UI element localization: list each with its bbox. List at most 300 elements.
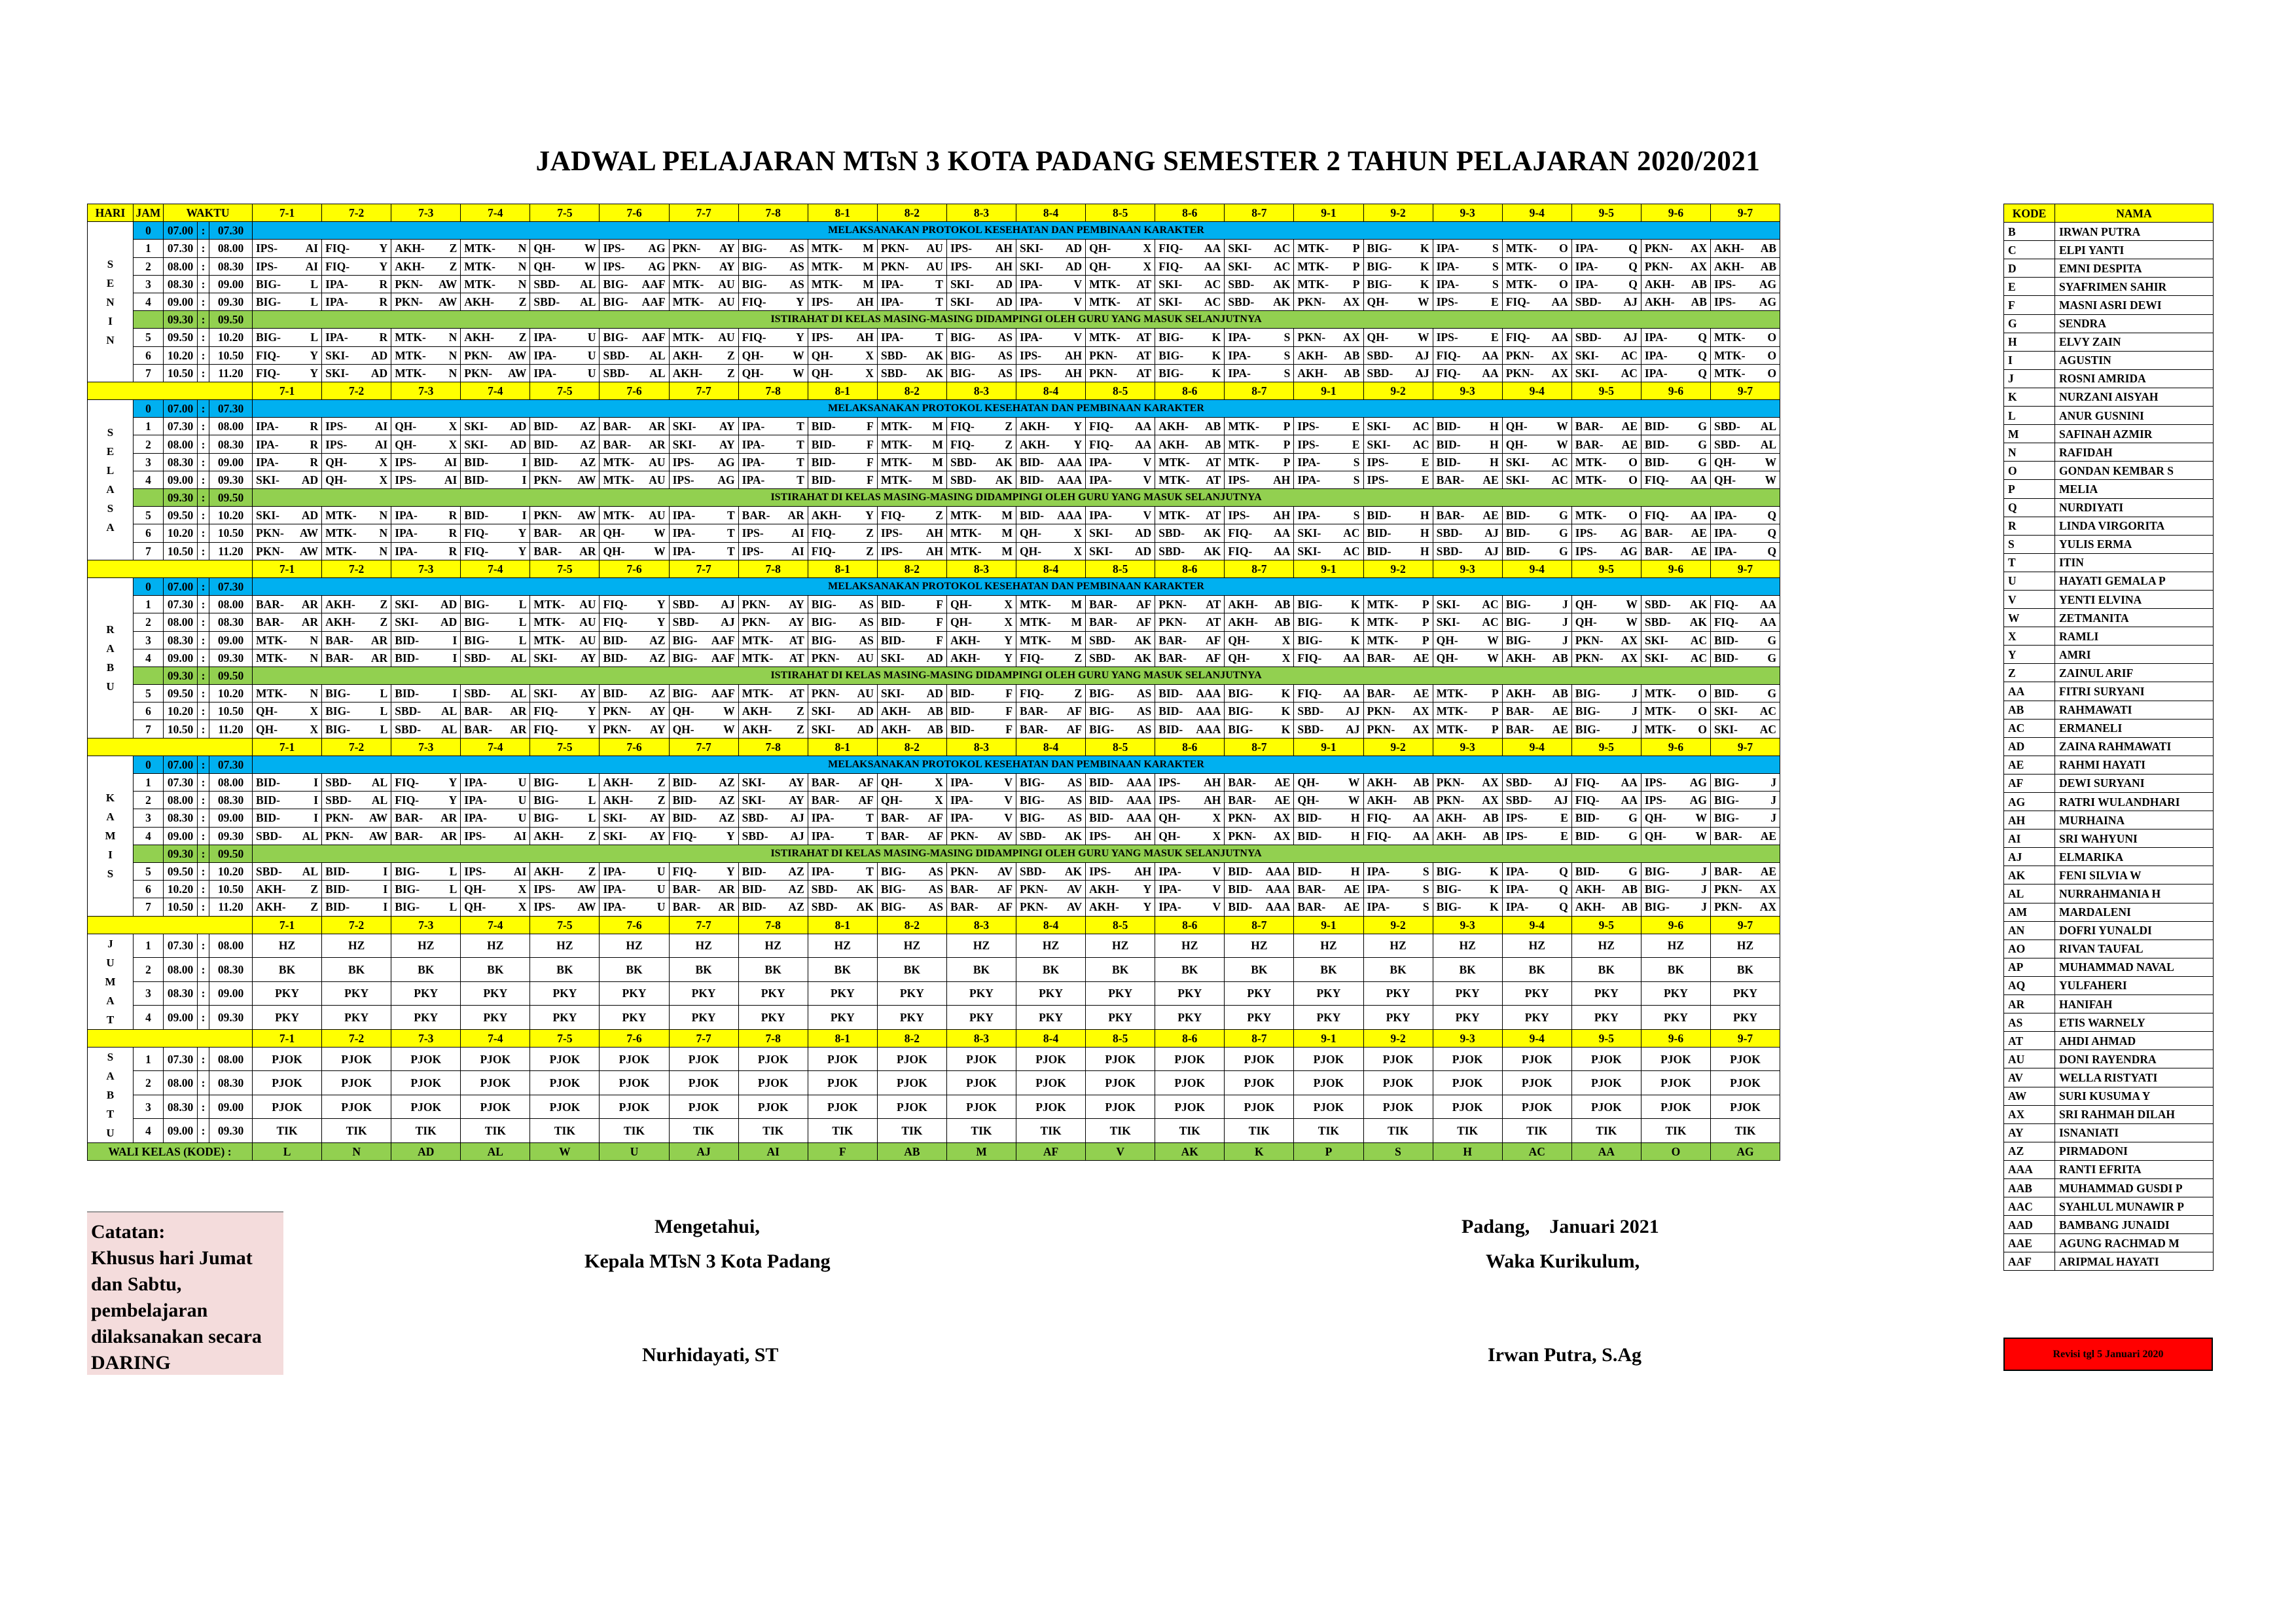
- teacher-code: AAF: [641, 277, 666, 291]
- teacher-code: AA: [1134, 437, 1152, 451]
- schedule-cell: [738, 364, 808, 382]
- subject-code: MTK-: [1436, 704, 1468, 718]
- day-letter: S: [107, 426, 114, 439]
- subject-code: BID-: [533, 437, 558, 451]
- teacher-code: Z: [1074, 651, 1083, 665]
- teacher-code: AS: [789, 242, 804, 255]
- roster-kode: D: [2004, 259, 2055, 278]
- subject-code: QH-: [950, 615, 972, 629]
- time-end: 09.30: [209, 1119, 253, 1143]
- schedule-cell: [391, 329, 461, 346]
- time-end: 09.30: [209, 1006, 253, 1030]
- teacher-code: AAA: [1265, 883, 1291, 896]
- subject-code: BIG-: [395, 865, 420, 879]
- signature-right-role: Waka Kurikulum,: [1486, 1250, 1640, 1272]
- roster-row: [2004, 572, 2214, 590]
- subject-code: BIG-: [1228, 687, 1253, 701]
- schedule-cell: PJOK: [530, 1095, 600, 1119]
- schedule-cell: [391, 881, 461, 898]
- subject-code: BAR-: [395, 829, 423, 843]
- subject-code: MTK-: [880, 420, 912, 433]
- subject-code: BIG-: [256, 295, 281, 309]
- schedule-cell: PKY: [1641, 1006, 1710, 1030]
- schedule-cell: [461, 257, 530, 275]
- teacher-code: AH: [995, 242, 1013, 255]
- schedule-cell: [1502, 524, 1571, 542]
- schedule-cell: [1363, 240, 1433, 257]
- roster-row: [2004, 774, 2214, 792]
- schedule-row: [88, 329, 1780, 346]
- schedule-cell: [1155, 471, 1225, 488]
- subject-code: BID-: [256, 776, 280, 790]
- schedule-cell: [530, 329, 600, 346]
- subject-code: BIG-: [1089, 687, 1115, 701]
- teacher-code: AR: [301, 598, 319, 611]
- subject-code: BAR-: [950, 883, 978, 896]
- jam-cell: 1: [134, 596, 164, 613]
- time-start: 07.30: [164, 240, 198, 257]
- subject-code: MTK-: [533, 615, 565, 629]
- schedule-cell: [530, 809, 600, 827]
- teacher-code: T: [866, 829, 874, 843]
- subject-code: SKI-: [1020, 259, 1044, 273]
- schedule-row: [88, 1047, 1780, 1071]
- jam-cell: 7: [134, 898, 164, 916]
- protocol-row: [88, 400, 1780, 418]
- subject-code: IPA-: [742, 437, 765, 451]
- subject-code: BIG-: [672, 633, 698, 647]
- subject-code: FIQ-: [1158, 259, 1183, 273]
- roster-kode: AAF: [2004, 1252, 2055, 1271]
- subject-code: MTK-: [603, 455, 635, 469]
- schedule-cell: BK: [1641, 958, 1710, 982]
- subject-code: IPA-: [464, 793, 487, 807]
- schedule-cell: [1710, 329, 1780, 346]
- day-letter: E: [106, 276, 115, 289]
- subject-code: AKH-: [395, 259, 425, 273]
- roster-nama: ERMANELI: [2055, 719, 2214, 737]
- teacher-code: AAA: [1196, 704, 1221, 718]
- subject-code: BIG-: [811, 615, 836, 629]
- subject-code: PKN-: [464, 366, 493, 380]
- teacher-code: AG: [1759, 277, 1777, 291]
- class-header-9-5: 9-5: [1571, 204, 1641, 222]
- teacher-code: AE: [1760, 829, 1777, 843]
- subject-code: QH-: [256, 704, 278, 718]
- teacher-code: H: [1490, 437, 1499, 451]
- schedule-cell: [322, 364, 391, 382]
- schedule-cell: [253, 346, 322, 364]
- roster-nama: SYAHLUL MUNAWIR P: [2055, 1197, 2214, 1216]
- teacher-code: I: [452, 687, 457, 701]
- schedule-cell: [1155, 275, 1225, 293]
- schedule-cell: [1086, 613, 1155, 631]
- schedule-cell: [530, 275, 600, 293]
- teacher-code: AE: [1691, 526, 1707, 540]
- schedule-cell: [946, 507, 1016, 524]
- schedule-cell: [391, 240, 461, 257]
- subject-code: IPA-: [1020, 295, 1043, 309]
- schedule-cell: [530, 685, 600, 702]
- schedule-cell: [1571, 720, 1641, 738]
- signature-right-name: Irwan Putra, S.Ag: [1488, 1344, 1642, 1366]
- roster-row: [2004, 939, 2214, 958]
- schedule-cell: HZ: [253, 934, 322, 958]
- schedule-cell: [1363, 702, 1433, 720]
- subject-code: AKH-: [464, 331, 494, 344]
- subject-code: MTK-: [811, 259, 843, 273]
- subject-code: AKH-: [672, 366, 703, 380]
- teacher-code: AB: [927, 722, 943, 736]
- schedule-cell: [1294, 418, 1363, 435]
- schedule-cell: [1502, 898, 1571, 916]
- schedule-cell: [253, 827, 322, 845]
- time-start: 10.50: [164, 364, 198, 382]
- schedule-cell: PJOK: [1363, 1071, 1433, 1095]
- teacher-code: X: [1282, 633, 1291, 647]
- teacher-code: AD: [370, 366, 388, 380]
- protocol-banner: MELAKSANAKAN PROTOKOL KESEHATAN DAN PEMBINAAN KARAKTER: [253, 222, 1780, 240]
- subject-code: BIG-: [325, 687, 351, 701]
- schedule-cell: [669, 435, 738, 453]
- class-header-8-1: 8-1: [808, 560, 877, 577]
- teacher-code: U: [587, 366, 596, 380]
- subject-code: BAR-: [533, 544, 562, 558]
- subject-code: FIQ-: [256, 348, 280, 362]
- schedule-cell: [1571, 524, 1641, 542]
- teacher-code: K: [1420, 259, 1429, 273]
- schedule-cell: [530, 881, 600, 898]
- jam-cell: 2: [134, 1071, 164, 1095]
- schedule-cell: HZ: [600, 934, 669, 958]
- teacher-code: AD: [510, 437, 527, 451]
- class-header-8-7: 8-7: [1225, 916, 1294, 934]
- schedule-cell: [1502, 596, 1571, 613]
- schedule-cell: [1294, 524, 1363, 542]
- teacher-code: L: [518, 633, 527, 647]
- schedule-cell: [1294, 346, 1363, 364]
- schedule-cell: [1571, 613, 1641, 631]
- subject-code: BIG-: [325, 722, 351, 736]
- class-header-7-3: 7-3: [391, 560, 461, 577]
- subject-code: MTK-: [742, 651, 774, 665]
- subject-code: IPA-: [1297, 455, 1321, 469]
- schedule-cell: [877, 240, 946, 257]
- schedule-cell: [1433, 293, 1502, 310]
- subject-code: BID-: [1505, 509, 1530, 522]
- teacher-code: W: [1556, 420, 1568, 433]
- schedule-row: [88, 257, 1780, 275]
- time-end: 10.50: [209, 702, 253, 720]
- roster-row: [2004, 462, 2214, 480]
- schedule-cell: [669, 596, 738, 613]
- subject-code: BAR-: [742, 509, 770, 522]
- schedule-cell: PKY: [391, 981, 461, 1006]
- schedule-cell: [1502, 542, 1571, 560]
- class-header-7-6: 7-6: [600, 382, 669, 399]
- schedule-cell: [600, 418, 669, 435]
- schedule-cell: [391, 685, 461, 702]
- subject-code: PKN-: [395, 295, 423, 309]
- roster-nama: NURDIYATI: [2055, 498, 2214, 517]
- class-header-9-7: 9-7: [1710, 1029, 1780, 1047]
- schedule-cell: PJOK: [530, 1047, 600, 1071]
- roster-nama: NURZANI AISYAH: [2055, 388, 2214, 406]
- teacher-code: AY: [719, 420, 735, 433]
- roster-kode: G: [2004, 314, 2055, 333]
- schedule-cell: [1016, 809, 1086, 827]
- teacher-code: I: [452, 633, 457, 647]
- subject-code: IPA-: [1228, 331, 1251, 344]
- teacher-code: O: [1559, 259, 1568, 273]
- class-header-7-7: 7-7: [669, 1029, 738, 1047]
- class-header-9-4: 9-4: [1502, 1029, 1571, 1047]
- subject-code: IPS-: [1297, 420, 1319, 433]
- schedule-cell: [1641, 827, 1710, 845]
- jam-cell: 4: [134, 293, 164, 310]
- teacher-code: P: [1491, 704, 1499, 718]
- subject-code: MTK-: [1505, 277, 1537, 291]
- subject-code: BID-: [1436, 437, 1461, 451]
- subject-code: IPS-: [1644, 776, 1666, 790]
- subject-code: BID-: [533, 420, 558, 433]
- subject-code: IPS-: [1228, 509, 1250, 522]
- schedule-cell: [1502, 293, 1571, 310]
- roster-row: [2004, 884, 2214, 903]
- teacher-code: AJ: [1554, 793, 1568, 807]
- teacher-code: AJ: [1554, 776, 1568, 790]
- schedule-cell: [530, 774, 600, 792]
- teacher-code: R: [448, 544, 457, 558]
- schedule-cell: [1363, 257, 1433, 275]
- subject-code: PKN-: [1297, 331, 1326, 344]
- revision-note: Revisi tgl 5 Januari 2020: [2003, 1338, 2213, 1371]
- teacher-code: AR: [510, 722, 527, 736]
- schedule-cell: [1641, 257, 1710, 275]
- teacher-code: AJ: [721, 615, 735, 629]
- schedule-cell: [1571, 774, 1641, 792]
- subject-code: AKH-: [1020, 420, 1050, 433]
- subject-code: QH-: [811, 366, 833, 380]
- subject-code: BIG-: [880, 900, 906, 914]
- roster-nama: RAHMAWATI: [2055, 701, 2214, 719]
- teacher-code: N: [518, 277, 527, 291]
- subject-code: SBD-: [395, 704, 422, 718]
- schedule-cell: [669, 364, 738, 382]
- schedule-cell: [600, 631, 669, 649]
- class-header-9-5: 9-5: [1571, 916, 1641, 934]
- schedule-cell: [600, 507, 669, 524]
- schedule-cell: PKY: [877, 981, 946, 1006]
- teacher-code: Z: [588, 829, 596, 843]
- wali-kelas-cell: AA: [1571, 1142, 1641, 1160]
- teacher-code: AW: [439, 295, 457, 309]
- subject-code: SKI-: [672, 420, 696, 433]
- subject-code: PKN-: [325, 811, 353, 825]
- roster-row: [2004, 958, 2214, 976]
- wali-kelas-cell: AF: [1016, 1142, 1086, 1160]
- time-end: 09.00: [209, 453, 253, 471]
- jam-cell: 1: [134, 240, 164, 257]
- schedule-cell: [1433, 471, 1502, 488]
- subject-code: IPS-: [533, 883, 556, 896]
- schedule-cell: [1710, 507, 1780, 524]
- subject-code: FIQ-: [672, 829, 697, 843]
- teacher-code: AU: [579, 615, 596, 629]
- roster-kode: AU: [2004, 1050, 2055, 1068]
- teacher-code: F: [1005, 722, 1013, 736]
- schedule-cell: [1155, 649, 1225, 666]
- schedule-cell: PJOK: [1710, 1047, 1780, 1071]
- schedule-row: [88, 774, 1780, 792]
- subject-code: PKN-: [1644, 259, 1673, 273]
- schedule-cell: [738, 827, 808, 845]
- subject-code: IPS-: [1575, 526, 1597, 540]
- break-jam: [134, 489, 164, 507]
- roster-kode: AP: [2004, 958, 2055, 976]
- teacher-code: M: [1001, 509, 1013, 522]
- subject-code: BIG-: [395, 883, 420, 896]
- teacher-roster: [2003, 204, 2214, 1271]
- teacher-code: Z: [726, 348, 735, 362]
- class-header-7-4: 7-4: [461, 1029, 530, 1047]
- schedule-cell: [877, 649, 946, 666]
- roster-nama: ITIN: [2055, 553, 2214, 572]
- roster-row: [2004, 498, 2214, 517]
- schedule-cell: HZ: [1433, 934, 1502, 958]
- schedule-cell: [669, 720, 738, 738]
- teacher-code: AE: [1274, 793, 1291, 807]
- schedule-cell: BK: [530, 958, 600, 982]
- subject-code: FIQ-: [1713, 615, 1738, 629]
- schedule-cell: [1294, 507, 1363, 524]
- schedule-cell: [1225, 649, 1294, 666]
- schedule-cell: [946, 685, 1016, 702]
- teacher-code: AT: [1206, 473, 1221, 486]
- teacher-code: AW: [508, 348, 527, 362]
- subject-code: IPS-: [1089, 829, 1111, 843]
- schedule-cell: [391, 524, 461, 542]
- schedule-cell: [1641, 702, 1710, 720]
- subject-code: IPS-: [1367, 455, 1389, 469]
- roster-nama: FITRI SURYANI: [2055, 682, 2214, 701]
- subject-code: QH-: [1228, 651, 1250, 665]
- teacher-code: X: [1073, 526, 1083, 540]
- schedule-cell: HZ: [1225, 934, 1294, 958]
- schedule-cell: [1571, 293, 1641, 310]
- subject-code: IPA-: [325, 277, 348, 291]
- schedule-cell: [1710, 471, 1780, 488]
- schedule-cell: [1433, 809, 1502, 827]
- subject-code: PKN-: [811, 687, 840, 701]
- teacher-code: J: [1701, 883, 1707, 896]
- subject-code: IPA-: [395, 544, 418, 558]
- schedule-cell: [461, 613, 530, 631]
- day-letter: N: [106, 333, 115, 346]
- teacher-code: AB: [1482, 811, 1499, 825]
- time-separator: :: [198, 666, 209, 684]
- roster-nama: RAHMI HAYATI: [2055, 756, 2214, 774]
- subject-code: BAR-: [603, 420, 632, 433]
- schedule-cell: PJOK: [877, 1095, 946, 1119]
- wali-kelas-label: WALI KELAS (KODE) :: [88, 1142, 253, 1160]
- teacher-code: Z: [449, 242, 457, 255]
- schedule-cell: [738, 329, 808, 346]
- teacher-code: T: [935, 295, 943, 309]
- schedule-cell: HZ: [877, 934, 946, 958]
- subject-code: IPA-: [1367, 883, 1390, 896]
- subject-code: QH-: [1644, 829, 1666, 843]
- subject-code: BID-: [1020, 473, 1044, 486]
- schedule-cell: [1086, 364, 1155, 382]
- schedule-cell: [1155, 418, 1225, 435]
- teacher-code: AW: [368, 811, 388, 825]
- teacher-code: S: [1283, 348, 1291, 362]
- subject-code: MTK-: [1367, 598, 1399, 611]
- subject-code: BAR-: [1644, 526, 1673, 540]
- schedule-cell: [946, 329, 1016, 346]
- schedule-cell: PJOK: [946, 1095, 1016, 1119]
- teacher-code: O: [1698, 687, 1707, 701]
- teacher-code: Y: [1004, 651, 1013, 665]
- subject-code: MTK-: [672, 295, 704, 309]
- teacher-code: O: [1698, 722, 1707, 736]
- subject-code: IPS-: [950, 259, 972, 273]
- schedule-cell: [461, 346, 530, 364]
- subject-code: AKH-: [1575, 900, 1605, 914]
- teacher-code: W: [1556, 437, 1568, 451]
- teacher-code: AT: [1206, 509, 1221, 522]
- subject-code: MTK-: [1367, 633, 1399, 647]
- teacher-code: AS: [1136, 722, 1152, 736]
- schedule-cell: [808, 364, 877, 382]
- subject-code: MTK-: [1575, 473, 1607, 486]
- day-label-rabu: [88, 577, 134, 738]
- schedule-cell: TIK: [253, 1119, 322, 1143]
- header-blank: [88, 1029, 253, 1047]
- class-header-8-2: 8-2: [877, 382, 946, 399]
- roster-row: [2004, 517, 2214, 535]
- subject-code: PKN-: [1020, 900, 1048, 914]
- teacher-code: V: [1143, 473, 1152, 486]
- teacher-code: W: [1348, 793, 1360, 807]
- teacher-code: Y: [796, 331, 804, 344]
- roster-row: [2004, 1178, 2214, 1197]
- schedule-cell: [253, 613, 322, 631]
- schedule-cell: [1294, 827, 1363, 845]
- subject-code: SKI-: [1020, 242, 1044, 255]
- schedule-cell: PKY: [1225, 981, 1294, 1006]
- schedule-cell: TIK: [1016, 1119, 1086, 1143]
- roster-nama: HAYATI GEMALA P: [2055, 572, 2214, 590]
- teacher-code: G: [1698, 420, 1707, 433]
- schedule-cell: PJOK: [391, 1071, 461, 1095]
- teacher-code: O: [1628, 509, 1638, 522]
- schedule-cell: [1225, 827, 1294, 845]
- schedule-cell: PKY: [322, 1006, 391, 1030]
- schedule-cell: PKY: [1502, 981, 1571, 1006]
- teacher-code: AA: [1274, 526, 1291, 540]
- teacher-code: AU: [649, 509, 666, 522]
- subject-code: QH-: [1575, 615, 1597, 629]
- subject-code: MTK-: [533, 598, 565, 611]
- day-letter: S: [107, 501, 114, 515]
- schedule-cell: [669, 418, 738, 435]
- roster-kode: AI: [2004, 830, 2055, 848]
- schedule-cell: PJOK: [1225, 1071, 1294, 1095]
- teacher-code: AC: [1343, 526, 1360, 540]
- day-label-jumat: [88, 934, 134, 1029]
